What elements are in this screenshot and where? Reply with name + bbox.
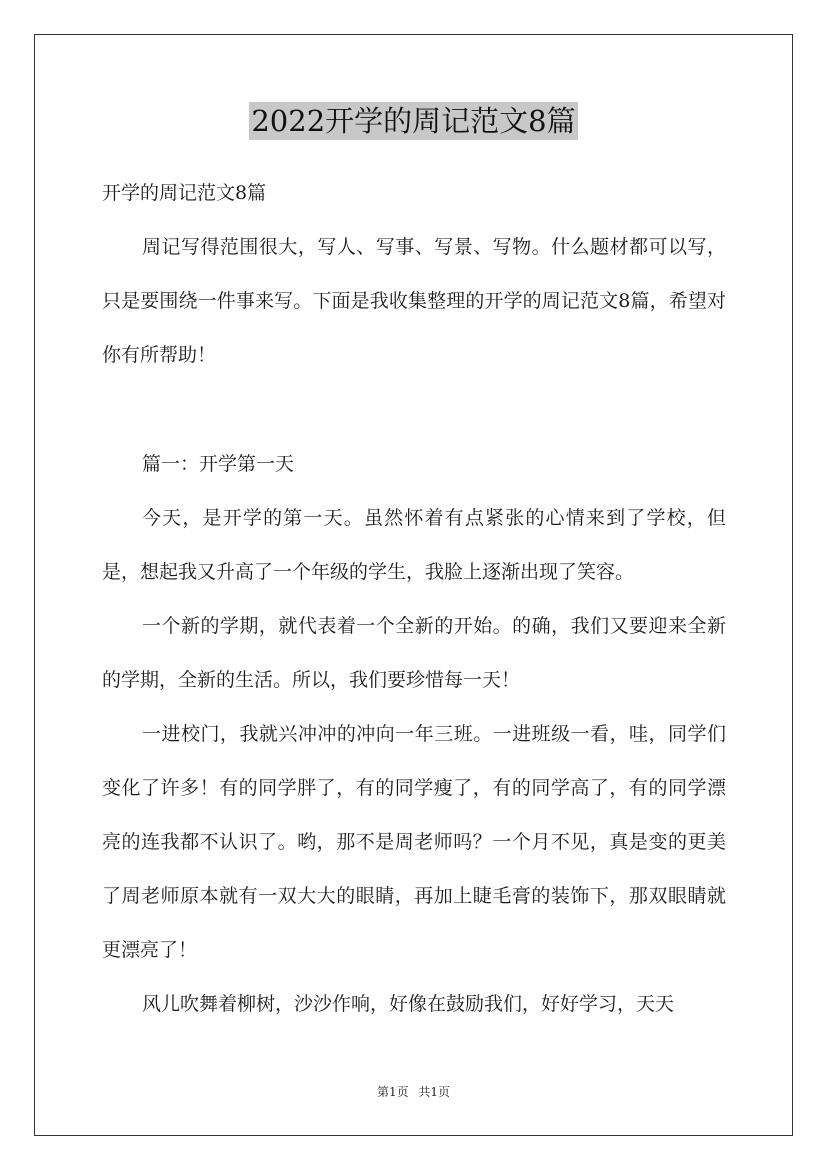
title-container [0,102,827,140]
page-number-total: 共1页 [418,1085,451,1099]
document-subtitle: 开学的周记范文8篇 [102,182,267,204]
document-title: 2022开学的周记范文8篇 [251,104,576,138]
intro-paragraph: 周记写得范围很大，写人、写事、写景、写物。什么题材都可以写，只是要围绕一件事来写。下面是我收集整理的开学的周记范文8篇，希望对你有所帮助！ [102,236,726,366]
paragraph-2: 一个新的学期，就代表着一个全新的开始。的确，我们又要迎来全新的学期，全新的生活。所以，我们要珍惜每一天！ [102,615,726,691]
paragraph-1: 今天，是开学的第一天。虽然怀着有点紧张的心情来到了学校，但是，想起我又升高了一个年级的学生，我脸上逐渐出现了笑容。 [102,507,726,583]
section-heading: 篇一：开学第一天 [142,453,295,475]
page-footer [0,1083,827,1101]
paragraph-4: 风儿吹舞着柳树，沙沙作响，好像在鼓励我们，好好学习，天天 [142,993,675,1015]
page-number-current: 第1页 [376,1085,409,1099]
paragraph-3: 一进校门，我就兴冲冲的冲向一年三班。一进班级一看，哇，同学们变化了许多！有的同学胖了，有的同学瘦了，有的同学高了，有的同学漂亮的连我都不认识了。哟，那不是周老师吗？一个月不见，真是变的更美了周老师原本就有一双大大的眼睛，再加上睫毛膏的装饰下，那双眼睛就更漂亮了！ [102,723,726,961]
